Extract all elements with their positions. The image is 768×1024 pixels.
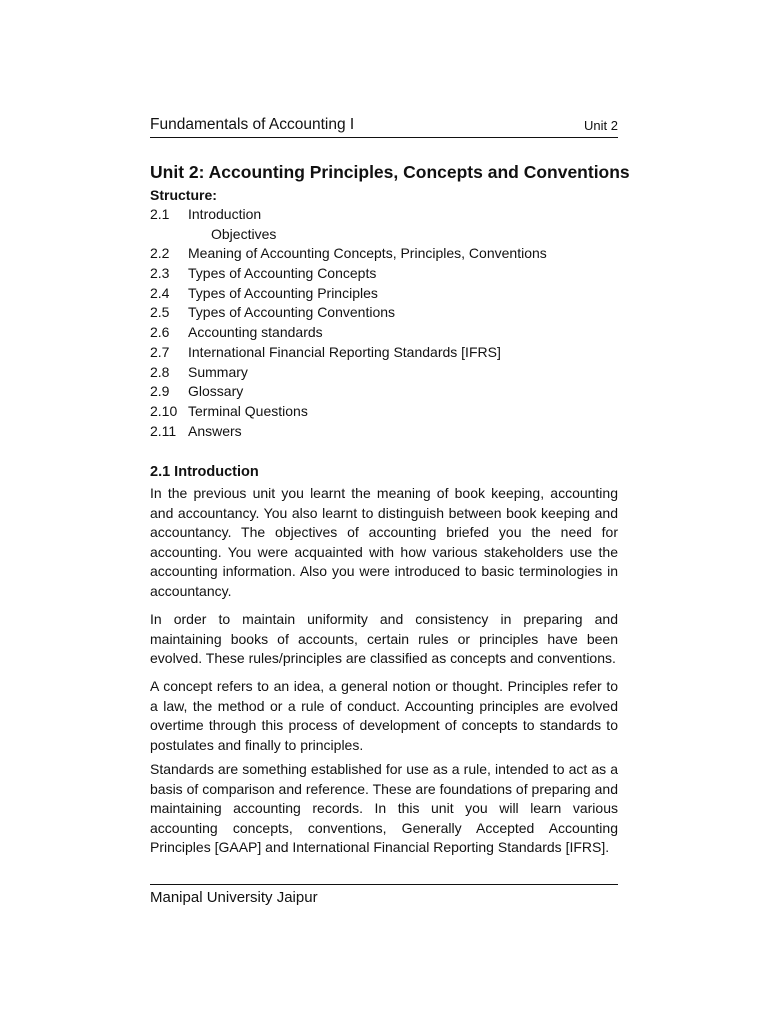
toc-item	[150, 382, 547, 402]
toc-title: Terminal Questions	[188, 402, 308, 419]
toc-number: 2.1	[150, 206, 170, 222]
page-header	[150, 115, 618, 138]
toc-number: 2.6	[150, 324, 170, 341]
toc-item	[150, 363, 547, 383]
toc-subitem	[150, 225, 547, 245]
toc-title: Types of Accounting Concepts	[188, 265, 377, 282]
toc-number: 2.10	[150, 402, 178, 419]
toc-item	[150, 422, 547, 442]
toc-number: 2.7	[150, 343, 170, 360]
body-paragraph: In order to maintain uniformity and consistency in preparing and maintaining books of accounts, certain rules or principles have been evolved. These rules/principles are classified as concepts and conventions.	[150, 611, 618, 666]
toc-title: Meaning of Accounting Concepts, Principles, Conventions	[188, 245, 547, 262]
unit-title: Unit 2: Accounting Principles, Concepts and Conventions	[150, 162, 630, 182]
toc-title: International Financial Reporting Standards [IFRS]	[188, 343, 501, 360]
body-paragraph: In the previous unit you learnt the meaning of book keeping, accounting and accountancy. You also learnt to distinguish between book keeping and accountancy. The objectives of accounting briefed you the need for accounting. You were acquainted with how various stakeholders use the accounting information. Also you were introduced to basic terminologies in accountancy.	[150, 485, 618, 599]
table-of-contents	[150, 205, 547, 441]
toc-number: 2.5	[150, 304, 170, 321]
toc-number: 2.2	[150, 245, 170, 262]
toc-title: Accounting standards	[188, 324, 323, 341]
body-paragraph: A concept refers to an idea, a general notion or thought. Principles refer to a law, the method or a rule of conduct. Accounting principles are evolved overtime through this process of development of concepts to standards to postulates and finally to principles.	[150, 678, 618, 753]
toc-item	[150, 244, 547, 264]
toc-number: 2.3	[150, 265, 170, 282]
toc-item	[150, 205, 547, 225]
footer-institution: Manipal University Jaipur	[150, 889, 318, 906]
toc-title: Summary	[188, 363, 248, 380]
toc-title: Objectives	[211, 225, 277, 242]
toc-title: Types of Accounting Principles	[188, 284, 378, 301]
toc-item	[150, 303, 547, 323]
toc-number: 2.9	[150, 383, 170, 400]
toc-item	[150, 343, 547, 363]
body-paragraph: Standards are something established for use as a rule, intended to act as a basis of comparison and reference. These are foundations of preparing and maintaining accounting records. In this unit you will learn various accounting concepts, conventions, Generally Accepted Accounting Principles [GAAP] and International Financial Reporting Standards [IFRS].	[150, 761, 618, 855]
toc-title: Introduction	[188, 206, 262, 222]
toc-item	[150, 284, 547, 304]
footer-divider	[150, 884, 618, 885]
course-title: Fundamentals of Accounting I	[150, 116, 355, 133]
toc-title: Types of Accounting Conventions	[188, 304, 396, 321]
toc-item	[150, 402, 547, 422]
unit-label: Unit 2	[584, 118, 618, 133]
toc-number: 2.11	[150, 422, 177, 439]
toc-title: Answers	[188, 422, 242, 439]
toc-number: 2.8	[150, 363, 170, 380]
toc-item	[150, 264, 547, 284]
toc-item	[150, 323, 547, 343]
section-heading: 2.1 Introduction	[150, 464, 259, 480]
structure-label: Structure:	[150, 187, 217, 203]
toc-title: Glossary	[188, 383, 244, 400]
toc-number: 2.4	[150, 284, 170, 301]
